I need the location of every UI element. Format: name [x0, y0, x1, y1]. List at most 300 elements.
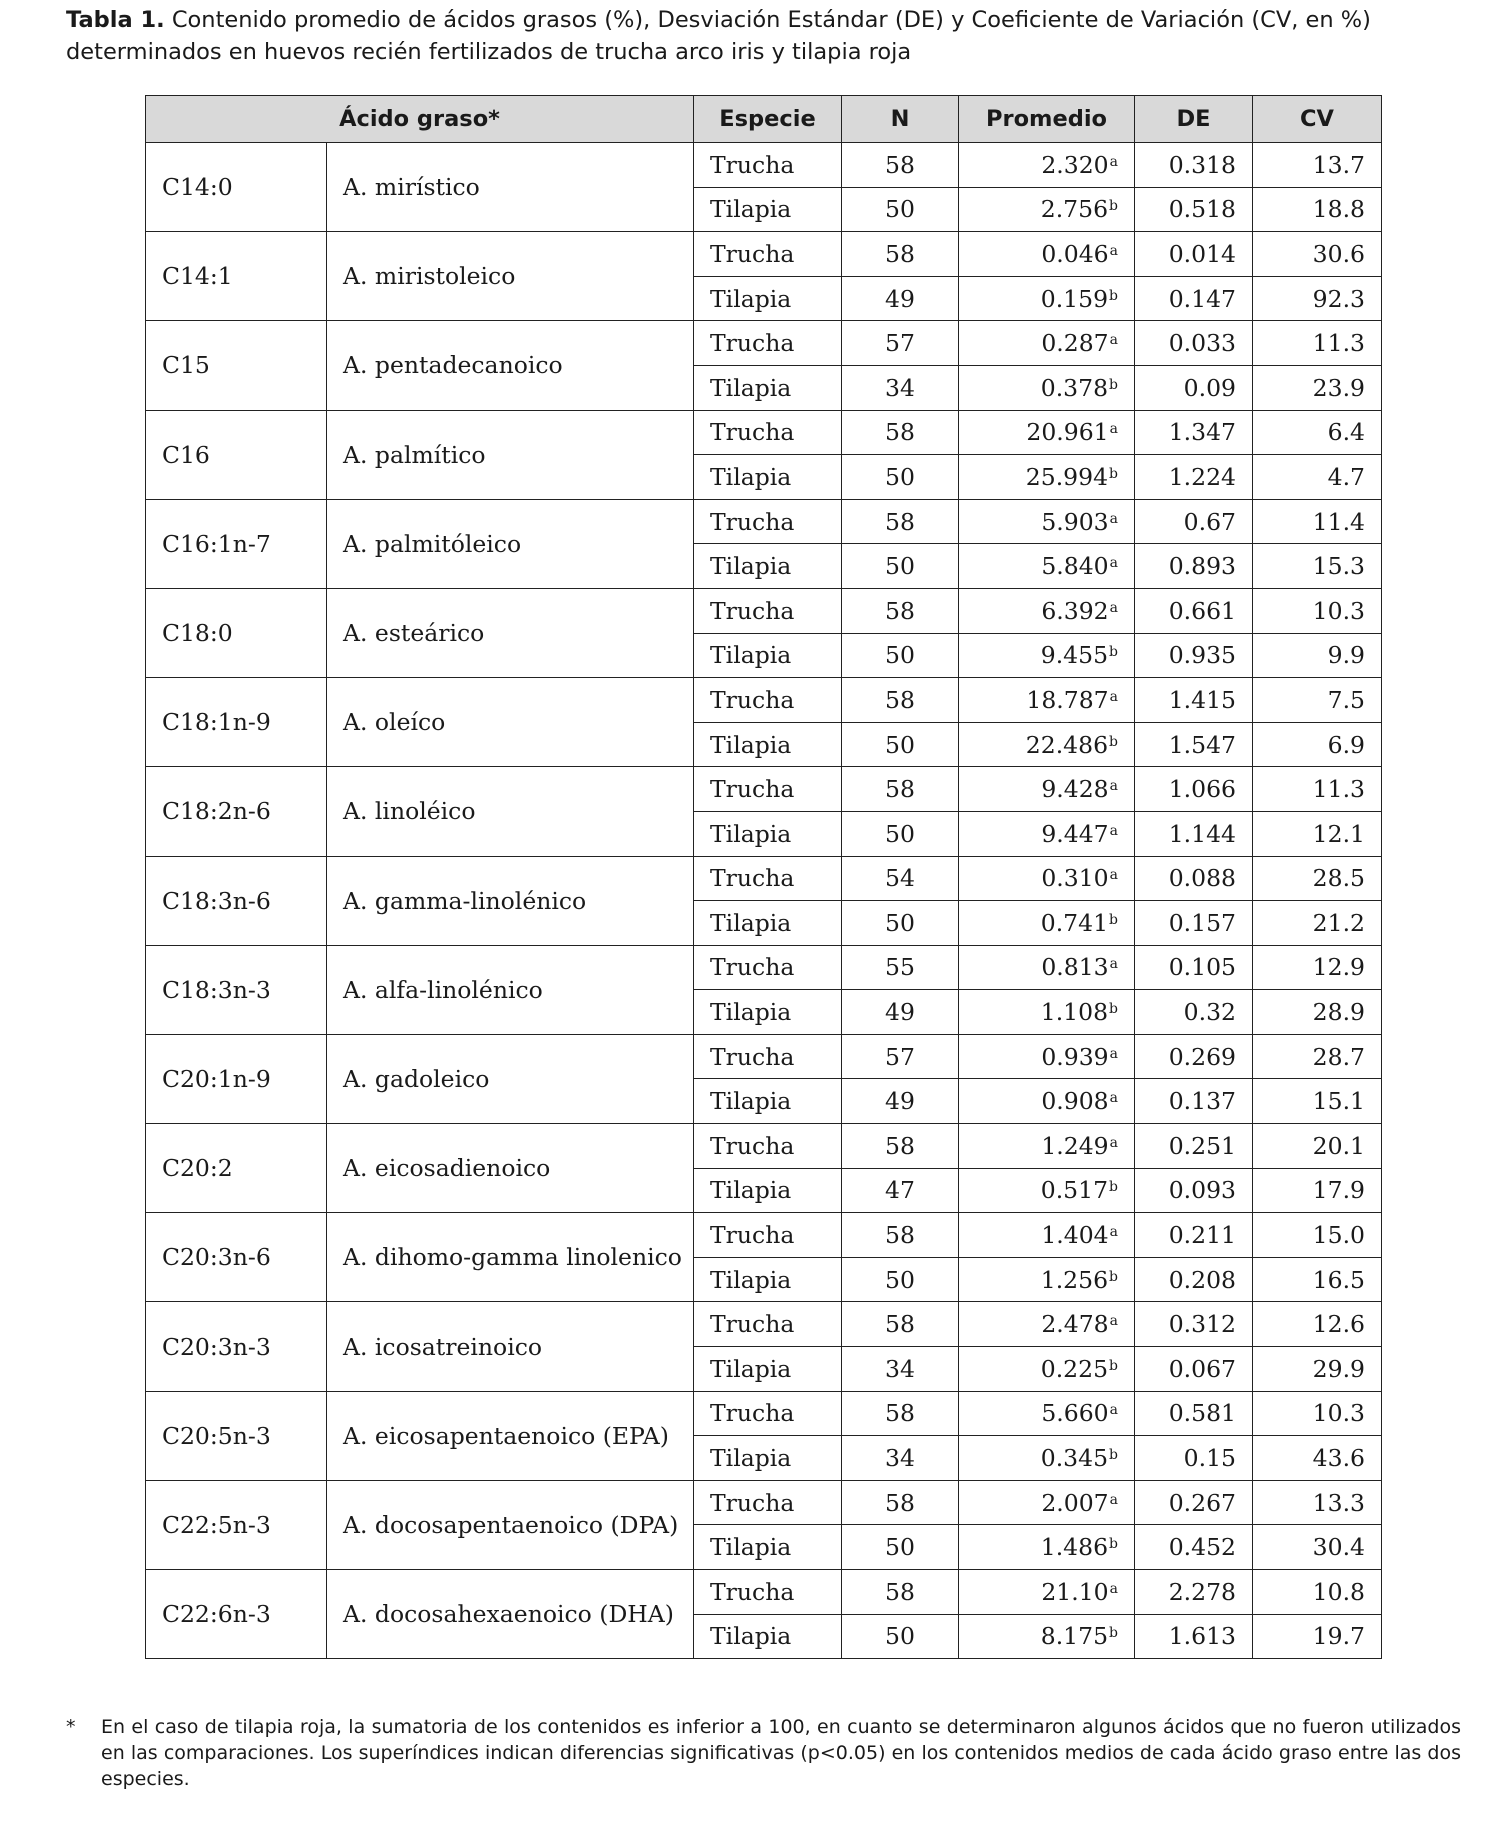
- sd-cell: 1.347: [1135, 410, 1253, 455]
- mean-cell: [959, 1257, 1135, 1302]
- species-cell: Trucha: [694, 1124, 842, 1169]
- mean-cell: [959, 1391, 1135, 1436]
- cv-cell: 17.9: [1253, 1168, 1382, 1213]
- mean-value: 1.108: [1040, 998, 1109, 1027]
- table-row: [146, 1213, 1382, 1258]
- acid-code: C16: [146, 410, 327, 499]
- significance-superscript: a: [1109, 555, 1118, 572]
- sd-cell: 0.32: [1135, 990, 1253, 1035]
- mean-cell: [959, 1302, 1135, 1347]
- table-row: [146, 945, 1382, 990]
- mean-value: 2.478: [1041, 1310, 1109, 1339]
- acid-code: C20:5n-3: [146, 1391, 327, 1480]
- mean-cell: [959, 633, 1135, 678]
- mean-cell: [959, 856, 1135, 901]
- species-cell: Trucha: [694, 767, 842, 812]
- sd-cell: 0.518: [1135, 187, 1253, 232]
- species-cell: Tilapia: [694, 187, 842, 232]
- table-row: [146, 232, 1382, 277]
- sd-cell: 2.278: [1135, 1570, 1253, 1615]
- cv-cell: 12.9: [1253, 945, 1382, 990]
- cv-cell: 6.9: [1253, 722, 1382, 767]
- mean-cell: [959, 811, 1135, 856]
- mean-value: 1.256: [1040, 1265, 1109, 1294]
- n-cell: 50: [842, 187, 959, 232]
- table-row: [146, 1391, 1382, 1436]
- n-cell: 50: [842, 901, 959, 946]
- acid-name: A. pentadecanoico: [327, 321, 694, 410]
- acid-name: A. linoléico: [327, 767, 694, 856]
- species-cell: Trucha: [694, 1391, 842, 1436]
- table-row: [146, 1034, 1382, 1079]
- acid-code: C16:1n-7: [146, 499, 327, 588]
- mean-cell: [959, 1168, 1135, 1213]
- n-cell: 50: [842, 544, 959, 589]
- sd-cell: 1.066: [1135, 767, 1253, 812]
- caption-label: Tabla 1.: [66, 7, 165, 33]
- mean-value: 2.320: [1041, 150, 1109, 179]
- sd-cell: 1.144: [1135, 811, 1253, 856]
- sd-cell: 0.452: [1135, 1525, 1253, 1570]
- mean-cell: [959, 410, 1135, 455]
- acid-code: C20:2: [146, 1124, 327, 1213]
- table-row: [146, 410, 1382, 455]
- table-row: [146, 499, 1382, 544]
- cv-cell: 23.9: [1253, 365, 1382, 410]
- acid-name: A. eicosadienoico: [327, 1124, 694, 1213]
- n-cell: 58: [842, 1213, 959, 1258]
- sd-cell: 0.318: [1135, 143, 1253, 188]
- significance-superscript: a: [1109, 956, 1118, 973]
- sd-cell: 0.09: [1135, 365, 1253, 410]
- footnote-marker: *: [66, 1716, 76, 1738]
- sd-cell: 0.312: [1135, 1302, 1253, 1347]
- header-species: Especie: [694, 96, 842, 143]
- header-n: N: [842, 96, 959, 143]
- n-cell: 58: [842, 143, 959, 188]
- mean-value: 0.159: [1040, 284, 1109, 313]
- mean-cell: [959, 1525, 1135, 1570]
- n-cell: 58: [842, 499, 959, 544]
- mean-cell: [959, 722, 1135, 767]
- sd-cell: 0.267: [1135, 1480, 1253, 1525]
- mean-value: 6.392: [1041, 596, 1109, 625]
- significance-superscript: b: [1109, 1625, 1118, 1642]
- sd-cell: 0.088: [1135, 856, 1253, 901]
- species-cell: Trucha: [694, 321, 842, 366]
- n-cell: 57: [842, 1034, 959, 1079]
- mean-value: 22.486: [1025, 730, 1109, 759]
- significance-superscript: b: [1109, 1357, 1118, 1374]
- acid-name: A. eicosapentaenoico (EPA): [327, 1391, 694, 1480]
- species-cell: Tilapia: [694, 1347, 842, 1392]
- mean-cell: [959, 455, 1135, 500]
- mean-value: 9.455: [1040, 641, 1109, 670]
- table-row: [146, 1302, 1382, 1347]
- mean-value: 5.903: [1041, 507, 1109, 536]
- n-cell: 49: [842, 1079, 959, 1124]
- acid-code: C14:0: [146, 143, 327, 232]
- sd-cell: 0.093: [1135, 1168, 1253, 1213]
- sd-cell: 0.581: [1135, 1391, 1253, 1436]
- acid-name: A. gadoleico: [327, 1034, 694, 1123]
- significance-superscript: b: [1109, 465, 1118, 482]
- mean-cell: [959, 588, 1135, 633]
- sd-cell: 0.033: [1135, 321, 1253, 366]
- sd-cell: 0.105: [1135, 945, 1253, 990]
- significance-superscript: b: [1109, 1447, 1118, 1464]
- n-cell: 50: [842, 1614, 959, 1659]
- mean-value: 0.813: [1041, 953, 1109, 982]
- species-cell: Tilapia: [694, 365, 842, 410]
- species-cell: Trucha: [694, 1213, 842, 1258]
- mean-value: 0.225: [1040, 1354, 1109, 1383]
- mean-cell: [959, 187, 1135, 232]
- species-cell: Trucha: [694, 143, 842, 188]
- sd-cell: 0.251: [1135, 1124, 1253, 1169]
- cv-cell: 11.3: [1253, 767, 1382, 812]
- cv-cell: 21.2: [1253, 901, 1382, 946]
- sd-cell: 0.208: [1135, 1257, 1253, 1302]
- mean-value: 0.046: [1041, 239, 1109, 268]
- mean-cell: [959, 767, 1135, 812]
- significance-superscript: a: [1109, 822, 1118, 839]
- n-cell: 49: [842, 276, 959, 321]
- acid-name: A. alfa-linolénico: [327, 945, 694, 1034]
- mean-cell: [959, 499, 1135, 544]
- table-row: [146, 321, 1382, 366]
- mean-value: 25.994: [1025, 462, 1109, 491]
- table-row: [146, 1480, 1382, 1525]
- acid-code: C20:3n-6: [146, 1213, 327, 1302]
- sd-cell: 0.893: [1135, 544, 1253, 589]
- acid-code: C20:1n-9: [146, 1034, 327, 1123]
- mean-cell: [959, 276, 1135, 321]
- sd-cell: 1.613: [1135, 1614, 1253, 1659]
- mean-value: 0.378: [1040, 373, 1109, 402]
- footnote-text: En el caso de tilapia roja, la sumatoria de los contenidos es inferior a 100, en cuanto se determinaron algunos ácidos que no fueron utilizados en las comparaciones. Los superíndices indican diferencias significativas (p<0.05) en los contenidos medios de cada ácido graso entre las dos especies.: [101, 1716, 1461, 1790]
- cv-cell: 19.7: [1253, 1614, 1382, 1659]
- acid-name: A. palmítico: [327, 410, 694, 499]
- mean-value: 0.908: [1041, 1087, 1109, 1116]
- sd-cell: 0.157: [1135, 901, 1253, 946]
- table-row: [146, 678, 1382, 723]
- significance-superscript: a: [1109, 153, 1118, 170]
- n-cell: 57: [842, 321, 959, 366]
- n-cell: 54: [842, 856, 959, 901]
- cv-cell: 10.8: [1253, 1570, 1382, 1615]
- n-cell: 58: [842, 767, 959, 812]
- mean-cell: [959, 232, 1135, 277]
- species-cell: Trucha: [694, 410, 842, 455]
- mean-cell: [959, 143, 1135, 188]
- sd-cell: 1.547: [1135, 722, 1253, 767]
- significance-superscript: a: [1109, 510, 1118, 527]
- fatty-acid-table: [145, 95, 1382, 1659]
- cv-cell: 29.9: [1253, 1347, 1382, 1392]
- significance-superscript: a: [1109, 1224, 1118, 1241]
- cv-cell: 15.0: [1253, 1213, 1382, 1258]
- significance-superscript: b: [1109, 1179, 1118, 1196]
- mean-value: 5.660: [1041, 1399, 1109, 1428]
- acid-name: A. esteárico: [327, 588, 694, 677]
- cv-cell: 9.9: [1253, 633, 1382, 678]
- mean-value: 0.517: [1040, 1176, 1109, 1205]
- cv-cell: 11.3: [1253, 321, 1382, 366]
- acid-code: C18:0: [146, 588, 327, 677]
- cv-cell: 43.6: [1253, 1436, 1382, 1481]
- significance-superscript: b: [1109, 1536, 1118, 1553]
- n-cell: 47: [842, 1168, 959, 1213]
- acid-code: C22:5n-3: [146, 1480, 327, 1569]
- cv-cell: 13.7: [1253, 143, 1382, 188]
- species-cell: Tilapia: [694, 1079, 842, 1124]
- mean-value: 0.939: [1041, 1042, 1109, 1071]
- species-cell: Tilapia: [694, 811, 842, 856]
- table-row: [146, 143, 1382, 188]
- species-cell: Trucha: [694, 856, 842, 901]
- significance-superscript: a: [1109, 1402, 1118, 1419]
- acid-code: C18:3n-6: [146, 856, 327, 945]
- species-cell: Tilapia: [694, 1525, 842, 1570]
- cv-cell: 28.7: [1253, 1034, 1382, 1079]
- significance-superscript: b: [1109, 733, 1118, 750]
- n-cell: 49: [842, 990, 959, 1035]
- n-cell: 50: [842, 455, 959, 500]
- species-cell: Tilapia: [694, 455, 842, 500]
- table-row: [146, 856, 1382, 901]
- species-cell: Tilapia: [694, 1257, 842, 1302]
- mean-cell: [959, 1436, 1135, 1481]
- sd-cell: 0.014: [1135, 232, 1253, 277]
- mean-value: 9.428: [1041, 775, 1109, 804]
- mean-value: 2.007: [1041, 1488, 1109, 1517]
- cv-cell: 7.5: [1253, 678, 1382, 723]
- mean-cell: [959, 1347, 1135, 1392]
- significance-superscript: a: [1109, 1045, 1118, 1062]
- cv-cell: 10.3: [1253, 588, 1382, 633]
- acid-code: C18:2n-6: [146, 767, 327, 856]
- table-row: [146, 1570, 1382, 1615]
- acid-code: C20:3n-3: [146, 1302, 327, 1391]
- footnote: [66, 1714, 1461, 1792]
- sd-cell: 0.147: [1135, 276, 1253, 321]
- significance-superscript: b: [1109, 1268, 1118, 1285]
- significance-superscript: a: [1109, 599, 1118, 616]
- species-cell: Trucha: [694, 588, 842, 633]
- mean-value: 18.787: [1026, 685, 1109, 714]
- species-cell: Tilapia: [694, 901, 842, 946]
- header-acid: Ácido graso*: [146, 96, 694, 143]
- acid-code: C15: [146, 321, 327, 410]
- n-cell: 50: [842, 1525, 959, 1570]
- species-cell: Tilapia: [694, 544, 842, 589]
- species-cell: Trucha: [694, 1480, 842, 1525]
- acid-code: C18:1n-9: [146, 678, 327, 767]
- cv-cell: 13.3: [1253, 1480, 1382, 1525]
- n-cell: 50: [842, 811, 959, 856]
- cv-cell: 15.1: [1253, 1079, 1382, 1124]
- mean-cell: [959, 901, 1135, 946]
- table-body: [146, 143, 1382, 1659]
- mean-cell: [959, 1034, 1135, 1079]
- acid-name: A. docosapentaenoico (DPA): [327, 1480, 694, 1569]
- n-cell: 58: [842, 678, 959, 723]
- cv-cell: 16.5: [1253, 1257, 1382, 1302]
- species-cell: Trucha: [694, 1570, 842, 1615]
- n-cell: 34: [842, 1436, 959, 1481]
- acid-code: C22:6n-3: [146, 1570, 327, 1659]
- n-cell: 50: [842, 722, 959, 767]
- significance-superscript: a: [1109, 1313, 1118, 1330]
- mean-value: 2.756: [1040, 195, 1109, 224]
- cv-cell: 12.6: [1253, 1302, 1382, 1347]
- mean-value: 1.249: [1041, 1131, 1109, 1160]
- cv-cell: 6.4: [1253, 410, 1382, 455]
- n-cell: 34: [842, 365, 959, 410]
- species-cell: Tilapia: [694, 276, 842, 321]
- mean-value: 21.10: [1041, 1577, 1109, 1606]
- significance-superscript: b: [1109, 287, 1118, 304]
- significance-superscript: a: [1109, 332, 1118, 349]
- mean-cell: [959, 678, 1135, 723]
- mean-value: 0.310: [1041, 864, 1109, 893]
- significance-superscript: a: [1109, 867, 1118, 884]
- species-cell: Trucha: [694, 678, 842, 723]
- mean-value: 0.345: [1040, 1444, 1109, 1473]
- mean-value: 0.287: [1041, 329, 1109, 358]
- caption-text: Contenido promedio de ácidos grasos (%), Desviación Estándar (DE) y Coeficiente de Variación (CV, en %) determinados en huevos recién fertilizados de trucha arco iris y tilapia roja: [66, 7, 1371, 65]
- mean-cell: [959, 365, 1135, 410]
- table-row: [146, 1124, 1382, 1169]
- sd-cell: 0.269: [1135, 1034, 1253, 1079]
- sd-cell: 0.067: [1135, 1347, 1253, 1392]
- mean-cell: [959, 1124, 1135, 1169]
- sd-cell: 0.211: [1135, 1213, 1253, 1258]
- significance-superscript: a: [1109, 421, 1118, 438]
- mean-cell: [959, 1570, 1135, 1615]
- cv-cell: 92.3: [1253, 276, 1382, 321]
- mean-cell: [959, 1213, 1135, 1258]
- significance-superscript: a: [1109, 1090, 1118, 1107]
- cv-cell: 30.4: [1253, 1525, 1382, 1570]
- significance-superscript: a: [1109, 778, 1118, 795]
- cv-cell: 20.1: [1253, 1124, 1382, 1169]
- mean-value: 1.404: [1041, 1221, 1109, 1250]
- sd-cell: 0.67: [1135, 499, 1253, 544]
- header-cv: CV: [1253, 96, 1382, 143]
- species-cell: Trucha: [694, 1302, 842, 1347]
- species-cell: Tilapia: [694, 1436, 842, 1481]
- sd-cell: 0.661: [1135, 588, 1253, 633]
- table-caption: [66, 4, 1456, 68]
- cv-cell: 12.1: [1253, 811, 1382, 856]
- significance-superscript: a: [1109, 1580, 1118, 1597]
- table-row: [146, 588, 1382, 633]
- mean-cell: [959, 321, 1135, 366]
- acid-name: A. gamma-linolénico: [327, 856, 694, 945]
- sd-cell: 1.415: [1135, 678, 1253, 723]
- cv-cell: 18.8: [1253, 187, 1382, 232]
- species-cell: Tilapia: [694, 1168, 842, 1213]
- mean-cell: [959, 1614, 1135, 1659]
- cv-cell: 30.6: [1253, 232, 1382, 277]
- acid-name: A. mirístico: [327, 143, 694, 232]
- sd-cell: 0.137: [1135, 1079, 1253, 1124]
- cv-cell: 28.5: [1253, 856, 1382, 901]
- cv-cell: 15.3: [1253, 544, 1382, 589]
- species-cell: Tilapia: [694, 1614, 842, 1659]
- n-cell: 34: [842, 1347, 959, 1392]
- cv-cell: 11.4: [1253, 499, 1382, 544]
- mean-cell: [959, 945, 1135, 990]
- species-cell: Tilapia: [694, 990, 842, 1035]
- significance-superscript: a: [1109, 688, 1118, 705]
- significance-superscript: a: [1109, 242, 1118, 259]
- significance-superscript: b: [1109, 911, 1118, 928]
- n-cell: 58: [842, 1391, 959, 1436]
- mean-value: 8.175: [1040, 1622, 1109, 1651]
- acid-name: A. oleíco: [327, 678, 694, 767]
- acid-name: A. palmitóleico: [327, 499, 694, 588]
- n-cell: 50: [842, 1257, 959, 1302]
- cv-cell: 10.3: [1253, 1391, 1382, 1436]
- sd-cell: 0.15: [1135, 1436, 1253, 1481]
- mean-cell: [959, 544, 1135, 589]
- n-cell: 58: [842, 232, 959, 277]
- mean-value: 5.840: [1041, 552, 1109, 581]
- species-cell: Trucha: [694, 1034, 842, 1079]
- acid-name: A. docosahexaenoico (DHA): [327, 1570, 694, 1659]
- n-cell: 50: [842, 633, 959, 678]
- header-mean: Promedio: [959, 96, 1135, 143]
- significance-superscript: b: [1109, 376, 1118, 393]
- mean-value: 1.486: [1040, 1533, 1109, 1562]
- species-cell: Tilapia: [694, 722, 842, 767]
- mean-value: 20.961: [1026, 418, 1109, 447]
- species-cell: Trucha: [694, 232, 842, 277]
- mean-value: 0.741: [1040, 908, 1109, 937]
- species-cell: Tilapia: [694, 633, 842, 678]
- n-cell: 58: [842, 1302, 959, 1347]
- acid-code: C18:3n-3: [146, 945, 327, 1034]
- cv-cell: 28.9: [1253, 990, 1382, 1035]
- header-row: [146, 96, 1382, 143]
- significance-superscript: b: [1109, 198, 1118, 215]
- acid-name: A. icosatreinoico: [327, 1302, 694, 1391]
- n-cell: 58: [842, 1570, 959, 1615]
- n-cell: 58: [842, 410, 959, 455]
- significance-superscript: a: [1109, 1134, 1118, 1151]
- significance-superscript: b: [1109, 644, 1118, 661]
- sd-cell: 1.224: [1135, 455, 1253, 500]
- header-sd: DE: [1135, 96, 1253, 143]
- mean-cell: [959, 1079, 1135, 1124]
- mean-cell: [959, 990, 1135, 1035]
- species-cell: Trucha: [694, 945, 842, 990]
- acid-name: A. dihomo-gamma linolenico: [327, 1213, 694, 1302]
- sd-cell: 0.935: [1135, 633, 1253, 678]
- mean-value: 9.447: [1041, 819, 1109, 848]
- n-cell: 55: [842, 945, 959, 990]
- table-row: [146, 767, 1382, 812]
- mean-cell: [959, 1480, 1135, 1525]
- acid-code: C14:1: [146, 232, 327, 321]
- significance-superscript: a: [1109, 1491, 1118, 1508]
- n-cell: 58: [842, 1480, 959, 1525]
- cv-cell: 4.7: [1253, 455, 1382, 500]
- n-cell: 58: [842, 588, 959, 633]
